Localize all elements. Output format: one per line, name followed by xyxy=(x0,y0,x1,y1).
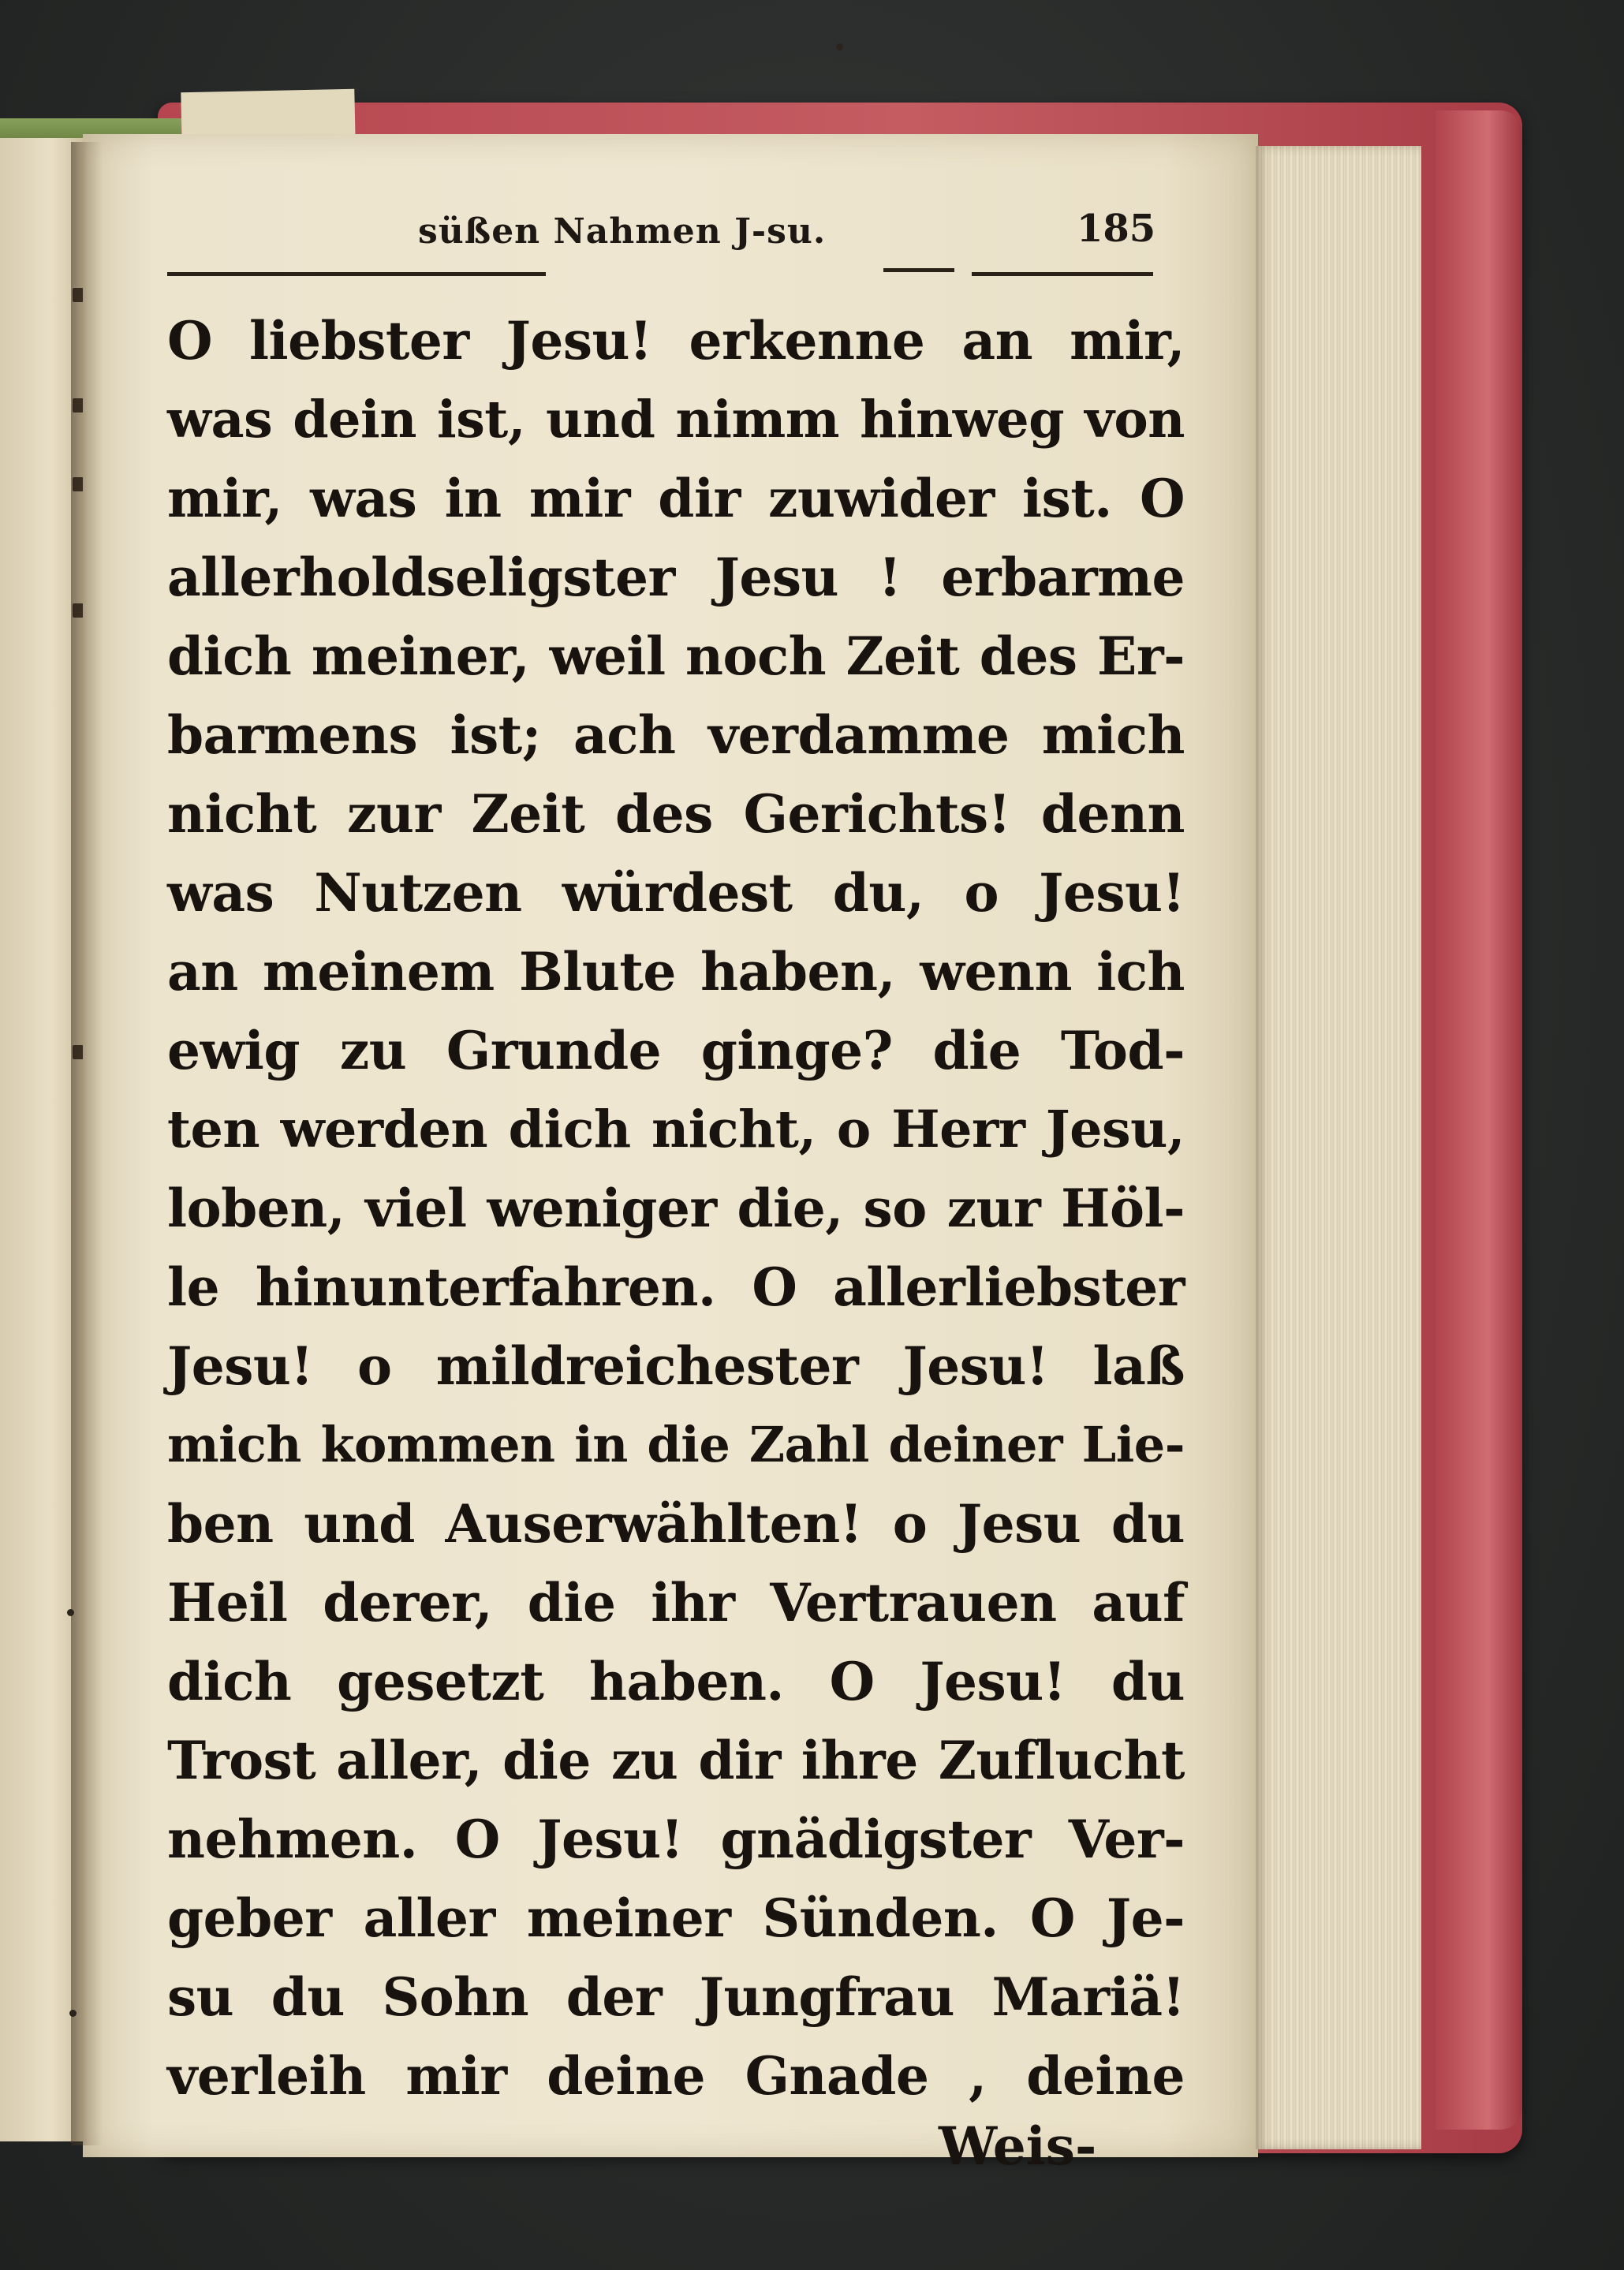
text-line: an meinem Blute haben, wenn ich xyxy=(167,941,1185,1002)
text-line: verleih mir deine Gnade , deine xyxy=(167,2045,1185,2107)
spine-shadow xyxy=(71,142,103,2145)
text-line: was Nutzen würdest du, o Jesu! xyxy=(167,862,1185,924)
text-line: Jesu! o mildreichester Jesu! laß xyxy=(167,1335,1185,1397)
text-line: nehmen. O Jesu! gnädigster Ver- xyxy=(167,1809,1185,1870)
text-line: O liebster Jesu! erkenne an mir, xyxy=(167,310,1185,371)
scan-speck xyxy=(67,1609,74,1616)
header-rule-middle xyxy=(883,268,954,272)
scan-speck xyxy=(836,43,843,50)
text-line: le hinunterfahren. O allerliebster xyxy=(167,1256,1185,1318)
text-line: nicht zur Zeit des Gerichts! denn xyxy=(167,783,1185,845)
text-line: barmens ist; ach verdamme mich xyxy=(167,704,1185,766)
text-line: ewig zu Grunde ginge? die Tod- xyxy=(167,1020,1185,1081)
catchword: Weis- xyxy=(939,2115,1097,2177)
page-edges xyxy=(1256,146,1421,2149)
text-line: allerholdseligster Jesu ! erbarme xyxy=(167,547,1185,608)
text-line: dich meiner, weil noch Zeit des Er- xyxy=(167,625,1185,687)
text-line: ten werden dich nicht, o Herr Jesu, xyxy=(167,1100,1185,1159)
text-line: geber aller meiner Sünden. O Je- xyxy=(167,1887,1185,1949)
text-line: su du Sohn der Jungfrau Mariä! xyxy=(167,1966,1185,2028)
cover-edge xyxy=(1435,110,1522,2130)
text-line: Heil derer, die ihr Vertrauen auf xyxy=(167,1572,1185,1633)
text-line: mich kommen in die Zahl deiner Lie- xyxy=(167,1416,1185,1473)
running-head: süßen Nahmen J-su. xyxy=(418,211,827,252)
text-line: loben, viel weniger die, so zur Höl- xyxy=(167,1178,1185,1239)
text-line: mir, was in mir dir zuwider ist. O xyxy=(167,468,1185,529)
page-number: 185 xyxy=(1077,207,1156,251)
header-rule-left xyxy=(167,272,546,276)
text-line: Trost aller, die zu dir ihre Zuflucht xyxy=(167,1730,1185,1791)
header-rule-right xyxy=(972,272,1153,276)
scan-speck xyxy=(69,2010,77,2017)
text-line: was dein ist, und nimm hinweg von xyxy=(167,390,1185,450)
text-line: ben und Auserwählten! o Jesu du xyxy=(167,1493,1185,1555)
text-line: dich gesetzt haben. O Jesu! du xyxy=(167,1651,1185,1712)
